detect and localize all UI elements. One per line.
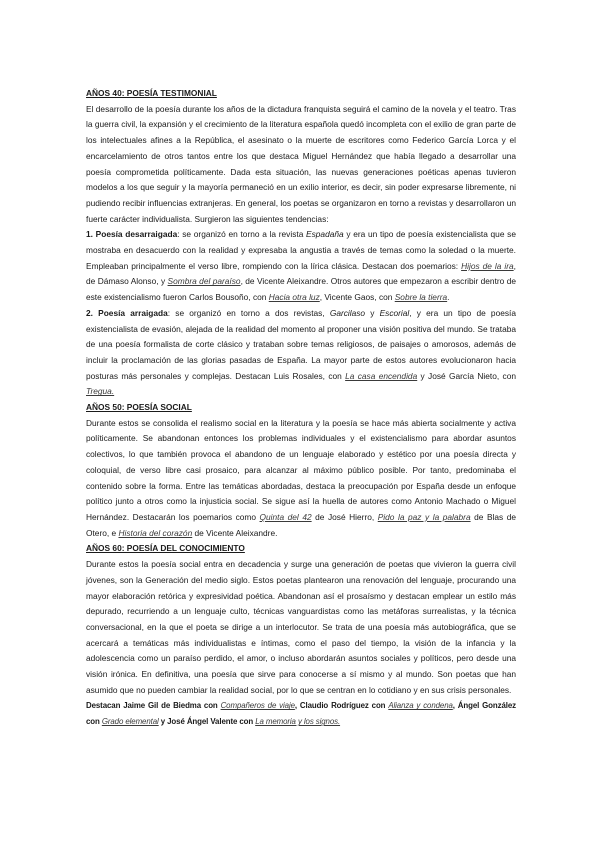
book-title: La casa encendida (345, 370, 418, 381)
section-heading-60s: AÑOS 60: POESÍA DEL CONOCIMIENTO (86, 543, 245, 554)
paragraph-poesia-arraigada (86, 306, 516, 400)
text: y (365, 307, 380, 318)
book-title: Grado elemental (101, 717, 159, 727)
book-title: Hacia otra luz (268, 292, 320, 303)
text: de Blas de Otero, e (86, 511, 517, 538)
text: , Vicente Gaos, con (319, 292, 395, 303)
book-title: Sobre la tierra (394, 292, 448, 303)
section-heading-50s: AÑOS 50: POESÍA SOCIAL (86, 402, 192, 413)
magazine-title: Escorial (379, 307, 410, 318)
text: , Ángel González con (86, 701, 516, 727)
book-title: La memoria y los signos. (255, 717, 341, 727)
term-poesia-desarraigada: 1. Poesía desarraigada (86, 229, 178, 240)
book-title: Hijos de la ira (461, 260, 514, 271)
text: : se organizó en torno a la revista (177, 229, 307, 240)
book-title: Sombra del paraíso (167, 276, 241, 287)
book-title: Pido la paz y la palabra (377, 511, 471, 522)
paragraph-60s-authors (86, 698, 516, 729)
paragraph-60s: Durante estos la poesía social entra en decadencia y surge una generación de poetas que vivieron la guerra civil jóvenes, son la Generación del medio siglo. Estos poetas plantearon una renovación del lenguaje, procurando una mayor elaboración retórica y expresividad poética. Abandonan así el prosaísmo y destacan emplear un estilo más depurado, recurriendo a un lenguaje culto, técnicas vanguardistas como las metáforas surrealistas, y la técnica conversacional, en la que el poeta se dirige a un interlocutor. Se trata de una poesía más autobiográfica, que se acercará a temáticas más individualistas e íntimas, como el paso del tiempo, la visión de la infancia y la adolescencia como un paraíso perdido, el amor, o incluso abordarán asuntos sociales y políticos, pero desde una visión irónica. En definitiva, una poesía que sirve para conocerse a sí mismo y al mundo. Son poetas que han asumido que no pueden cambiar la realidad social, por lo que se centran en lo cotidiano y en sus crisis personales. (86, 559, 516, 695)
text: , de Dámaso Alonso, y (86, 260, 516, 287)
book-title: Tregua. (86, 386, 115, 397)
book-title: Alianza y condena (388, 701, 453, 711)
book-title: Historia del corazón (118, 527, 193, 538)
book-title: Quinta del 42 (259, 511, 312, 522)
text: de Vicente Aleixandre. (192, 527, 278, 538)
text: de José Hierro, (311, 511, 378, 522)
book-title: Compañeros de viaje (220, 701, 295, 711)
document-page (86, 86, 516, 730)
section-heading-40s: AÑOS 40: POESÍA TESTIMONIAL (86, 88, 217, 98)
magazine-title: Espadaña (306, 229, 344, 240)
paragraph-50s (86, 416, 516, 542)
magazine-title: Garcilaso (329, 307, 366, 318)
term-poesia-arraigada: 2. Poesía arraigada (86, 307, 168, 318)
text: Durante estos se consolida el realismo social en la literatura y la poesía se hace más abierta socialmente y activa políticamente. Se abandonan entonces los problemas individuales y el existencialismo para abordar asuntos colectivos, lo que también provoca el abandono de un lenguaje elaborado y estético por una poesía directa y coloquial, de verso libre casi prosaico, para alcanzar al máximo público posible. Por tanto, predominaba el contenido sobre la forma. Entre las temáticas abordadas, destaca la preocupación por España desde un enfoque político junto a otros como la injusticia social. Se sigue así la huella de autores como Antonio Machado o Miguel Hernández. Destacarán los poemarios como (86, 417, 516, 522)
paragraph-poesia-desarraigada (86, 227, 516, 306)
text: , y era un tipo de poesía existencialista de evasión, alejada de la realidad del momento al proponer una visión positiva del mundo. Se trataba de una poesía formalista de corte clásico y trataban sobre temas religiosos, de paisajes o amorosos, además de incluir la proclamación de las glorias pasadas de España. La mayor parte de estos autores evolucionaron hacia posturas más personales y complejas. Destacan Luis Rosales, con (86, 307, 516, 381)
text: , Claudio Rodríguez con (294, 701, 389, 711)
paragraph-40s-intro: El desarrollo de la poesía durante los años de la dictadura franquista seguirá el camino de la novela y el teatro. Tras la guerra civil, la expansión y el crecimiento de la literatura española quedó incompleta con el exilio de gran parte de los intelectuales afines a la República, el asesinato o la muerte de escritores como Federico García Lorca y el encarcelamiento de otros tantos entre los que destaca Miguel Hernández que había llegado a desarrollar una poesía comprometida políticamente. Dada esta situación, las nuevas generaciones poéticas apenas tuvieron modelos a los que seguir y la mayoría permaneció en un exilio interior, es decir, sin poder expresarse libremente, ni pudiendo recibir influencias extranjeras. En general, los poetas se organizaron en torno a revistas y desarrollaron un fuerte carácter individualista. Surgieron las siguientes tendencias: (86, 103, 516, 224)
text: : se organizó en torno a dos revistas, (167, 307, 330, 318)
text: y José Ángel Valente con (158, 717, 256, 727)
text: . (447, 292, 450, 303)
text: y era un tipo de poesía existencialista que se mostraba en desacuerdo con la realidad y expresaba la angustia a través de temas como la soledad o la muerte. Empleaban principalmente el verso libre, rompiendo con la lírica clásica. Destacan dos poemarios: (86, 229, 516, 271)
text: Destacan Jaime Gil de Biedma con (86, 701, 221, 711)
text: y José García Nieto, con (417, 370, 516, 381)
text: , de Vicente Aleixandre. Otros autores que empezaron a escribir dentro de este existencialismo fueron Carlos Bousoño, con (86, 276, 516, 303)
